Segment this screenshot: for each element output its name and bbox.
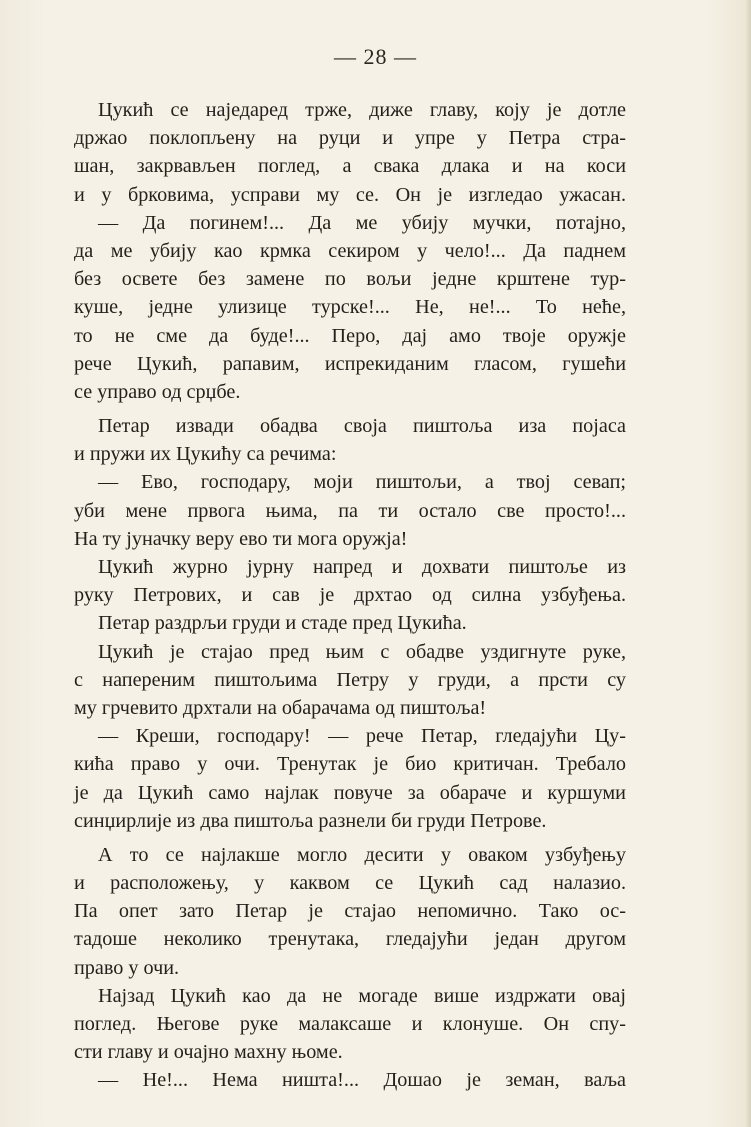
text-line: куше, једне улизице турске!... Не, не!... То неће, (74, 296, 626, 319)
text-line: Цукић се наједаред трже, диже главу, коју је дотле (98, 99, 626, 121)
text-line: то не сме да буде!... Перо, дај амо твоје оружје (74, 324, 626, 347)
text-line: синџирлије из два пиштоља разнели би груди Петрове. (74, 809, 547, 832)
text-line: Цукић је стајао пред њим с обадве уздигнуте руке, (98, 640, 626, 663)
text-line: Најзад Цукић као да не могаде више издржати овај (98, 984, 626, 1007)
text-line: А то се најлакше могло десити у оваком узбуђењу (98, 843, 626, 866)
text-line: уби мене првога њима, па ти остало све просто!... (74, 499, 626, 522)
text-line: Па опет зато Петар је стајао непомично. Тако ос- (74, 900, 626, 923)
text-line: На ту јуначку веру ево ти мога оружја! (74, 527, 408, 550)
text-line: и пружи их Цукићу са речима: (74, 443, 337, 466)
text-line: је да Цукић само најлак повуче за обараче и куршуми (74, 781, 626, 804)
text-line: — Ево, господару, моји пиштољи, а твој севап; (98, 471, 626, 494)
text-line: рече Цукић, рапавим, испрекиданим гласом, гушећи (74, 352, 626, 375)
text-line: — Не!... Нема ништа!... Дошао је земан, ваља (98, 1069, 626, 1092)
body-text (74, 96, 626, 1095)
text-line: поглед. Његове руке малаксаше и клонуше. Он спу- (74, 1013, 626, 1035)
text-line: и расположењу, у каквом се Цукић сад налазио. (74, 872, 626, 895)
text-line: сти главу и очајно махну њоме. (74, 1041, 343, 1064)
text-line: Петар раздрљи груди и стаде пред Цукића. (98, 612, 467, 635)
text-line: и у брковима, усправи му се. Он је изгледао ужасан. (74, 183, 626, 206)
page-number: — 28 — (334, 44, 417, 69)
text-line: Цукић журно јурну напред и дохвати пиштоље из (98, 556, 626, 578)
text-line: кића право у очи. Тренутак је био критичан. Требало (74, 753, 626, 776)
text-line: му грчевито дрхтали на обарачама од пиштоља! (74, 696, 487, 719)
text-line: с напереним пиштољима Петру у груди, а прсти су (74, 668, 626, 691)
text-line: шан, закрвављен поглед, а свака длака и на коси (74, 155, 626, 178)
text-line: — Креши, господару! — рече Петар, гледајући Цу- (98, 725, 626, 748)
text-line: Петар извади обадва своја пиштоља иза појаса (98, 415, 626, 438)
text-line: руку Петрових, и сав је дрхтао од силна узбуђења. (74, 584, 626, 607)
text-line: право у очи. (74, 956, 180, 979)
text-line: се управо од срџбе. (74, 380, 241, 403)
text-line: да ме убију као крмка секиром у чело!... Да паднем (74, 239, 626, 262)
page-edge-shadow (745, 0, 751, 1127)
text-line: — Да погинем!... Да ме убију мучки, потајно, (98, 211, 626, 234)
text-line: држао поклопљену на руци и упре у Петра стра- (74, 127, 626, 150)
text-line: без освете без замене по вољи једне крштене тур- (74, 268, 626, 291)
text-line: тадоше неколико тренутака, гледајући један другом (74, 928, 626, 951)
